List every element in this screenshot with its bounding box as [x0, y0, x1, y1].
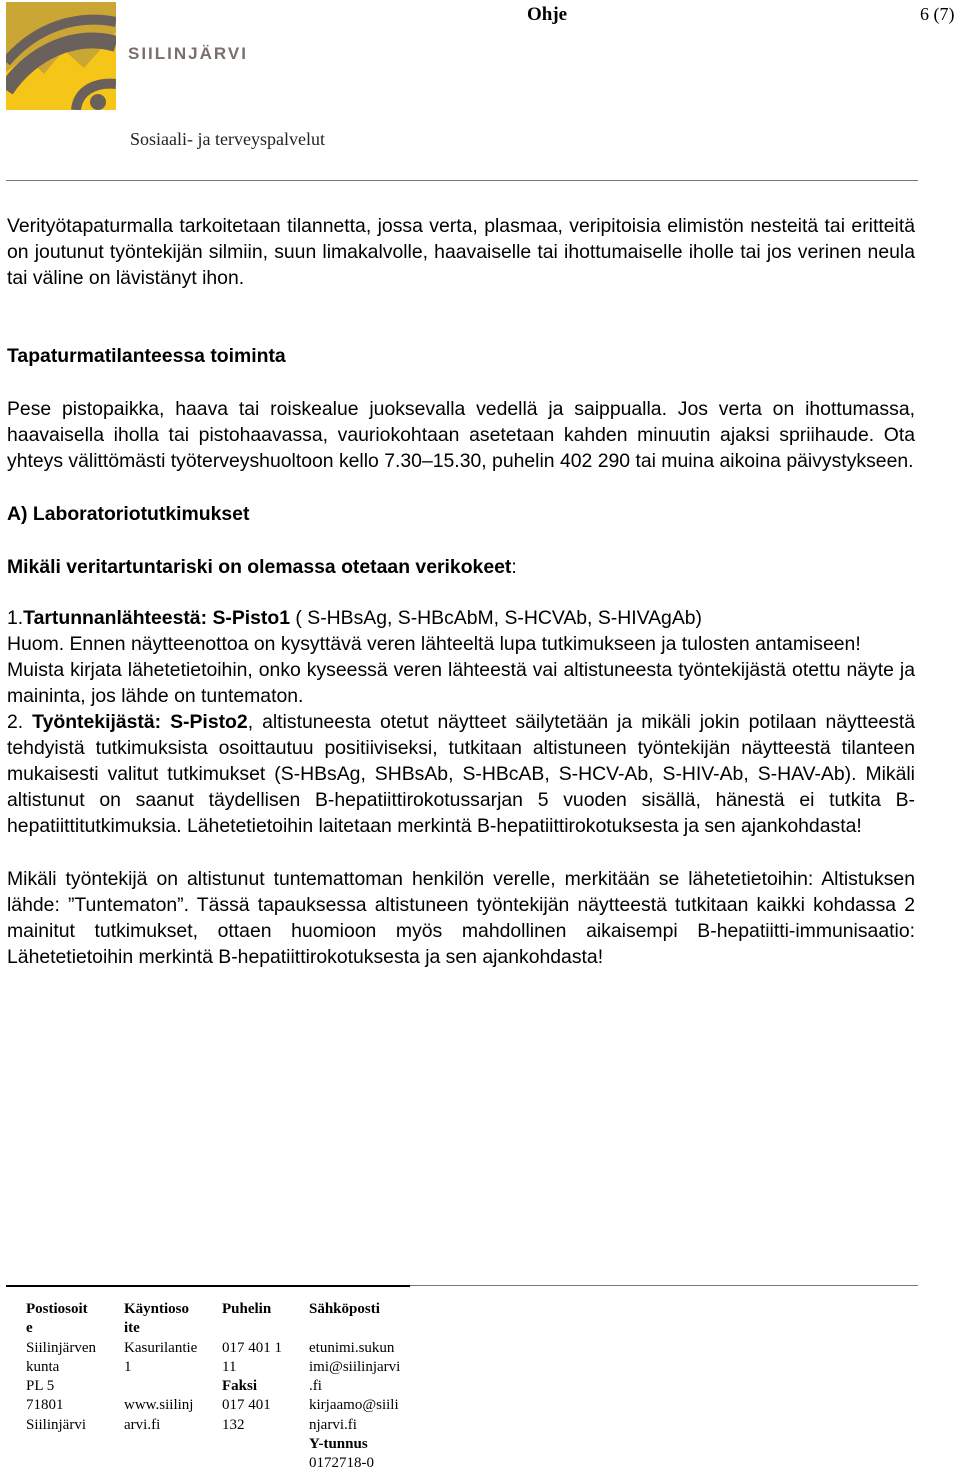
item-1-reminder: Muista kirjata lähetetietoihin, onko kyseessä veren lähteestä vai altistuneesta työntekijästä otettu näyte ja maininta, jos lähde on tuntematon. — [7, 659, 915, 707]
footer-label: Käyntioso — [124, 1301, 190, 1317]
footer-business-id: 0172718-0 — [309, 1455, 374, 1472]
footer-email-address[interactable]: njarvi.fi — [309, 1416, 357, 1433]
footer-postal-address — [26, 1300, 118, 1435]
footer-label: Postiosoit — [26, 1301, 88, 1317]
document-body — [7, 213, 915, 970]
footer-label: Sähköposti — [309, 1301, 380, 1317]
footer-email-address[interactable]: kirjaamo@siili — [309, 1397, 399, 1414]
footer-line: Kasurilantie — [124, 1339, 198, 1356]
footer-label: Faksi — [222, 1378, 258, 1395]
item-2-paragraph: 2. Työntekijästä: S-Pisto2, altistuneesta otetut näytteet säilytetään ja mikäli jokin potilaan näytteestä tehdyistä tutkimuksista osoittautuu positiiviseksi, tutkitaan altistuneen työntekijän näytteestä tilanteen mukaisesti valitut tutkimukset (S-HBsAg, SHBsAb, S-HBcAB, S-HCV-Ab, S-HIV-Ab, S-HAV-Ab). Mikäli altistunut on saanut täydellisen B-hepatiittirokotussarjan 5 vuoden sisällä, hänestä ei tutkita B-hepatiittitutkimuksia. Lähetetietoihin laitetaan merkintä B-hepatiittirokotuksesta ja sen ajankohdasta! — [7, 711, 916, 837]
action-paragraph: Pese pistopaikka, haava tai roiskealue juoksevalla vedellä ja saippualla. Jos verta on ihottumassa, haavaisella iholla tai pistohaavassa, vauriokohtaan asetetaan kahden minuutin ajaksi spriihaude. Ota yhteys välittömästi työterveyshuoltoon kello 7.30–15.30, puhelin 402 290 tai muina aikoina päivystykseen. — [7, 398, 915, 472]
footer-line: Siilinjärvi — [26, 1416, 86, 1433]
footer-email-address[interactable]: .fi — [309, 1378, 322, 1395]
section-heading-action: Tapaturmatilanteessa toiminta — [7, 345, 286, 367]
footer-line — [124, 1377, 216, 1396]
footer-visiting-address — [124, 1300, 216, 1435]
footer-line: kunta — [26, 1358, 60, 1375]
item-1-note: Huom. Ennen näytteenottoa on kysyttävä veren lähteeltä lupa tutkimukseen ja tulosten antamiseen! — [7, 633, 861, 655]
footer-line: 132 — [222, 1416, 245, 1433]
footer-line: 71801 — [26, 1397, 64, 1414]
document-type: Ohje — [527, 4, 568, 25]
footer-email-address[interactable]: etunimi.sukun — [309, 1339, 395, 1356]
footer-divider-bold — [6, 1285, 410, 1287]
item-1-heading: 1.Tartunnanlähteestä: S-Pisto1 ( S-HBsAg, S-HBcAbM, S-HCVAb, S-HIVAgAb) — [7, 607, 702, 629]
department-name: Sosiaali- ja terveyspalvelut — [130, 129, 325, 149]
footer-line: 017 401 — [222, 1397, 271, 1414]
footer-label: Puhelin — [222, 1301, 272, 1317]
footer-label: e — [26, 1320, 33, 1337]
footer-label: Y-tunnus — [309, 1436, 368, 1453]
footer-line: 017 401 1 — [222, 1339, 282, 1356]
footer-email — [309, 1300, 409, 1474]
footer-line: Siilinjärven — [26, 1339, 96, 1356]
footer-phone — [222, 1300, 302, 1435]
page-number: 6 (7) — [920, 4, 955, 24]
organization-name: SIILINJÄRVI — [128, 44, 248, 63]
footer-line: 1 — [124, 1358, 132, 1375]
section-heading-lab: A) Laboratoriotutkimukset — [7, 503, 250, 525]
footer-line: PL 5 — [26, 1378, 55, 1395]
footer-website[interactable]: arvi.fi — [124, 1416, 161, 1433]
footer-website[interactable]: www.siilinj — [124, 1397, 194, 1414]
footer-label: ite — [124, 1320, 140, 1337]
unknown-source-paragraph: Mikäli työntekijä on altistunut tuntemattoman henkilön verelle, merkitään se lähetetietoihin: Altistuksen lähde: ”Tuntematon”. Tässä tapauksessa altistuneen työntekijän näytteestä tutkitaan kaikki kohdassa 2 mainitut tutkimukset, ottaen huomioon myös mahdollinen aikaisempi B-hepatiitti-immunisaatio: Lähetetietoihin merkintä B-hepatiittirokotuksesta ja sen ajankohdasta! — [7, 868, 915, 968]
subheading-lab: Mikäli veritartuntariski on olemassa otetaan verikokeet: — [7, 556, 517, 578]
header-divider — [6, 180, 918, 181]
footer-email-address[interactable]: imi@siilinjarvi — [309, 1358, 401, 1375]
intro-paragraph: Verityötapaturmalla tarkoitetaan tilannetta, jossa verta, plasmaa, veripitoisia elimistön nesteitä tai eritteitä on joutunut työntekijän silmiin, suun limakalvolle, haavaiselle tai ihottumaiselle iholle tai jos verinen neula tai väline on lävistänyt ihon. — [7, 215, 915, 289]
siilinjarvi-logo — [6, 2, 116, 110]
footer-line: 11 — [222, 1358, 237, 1375]
